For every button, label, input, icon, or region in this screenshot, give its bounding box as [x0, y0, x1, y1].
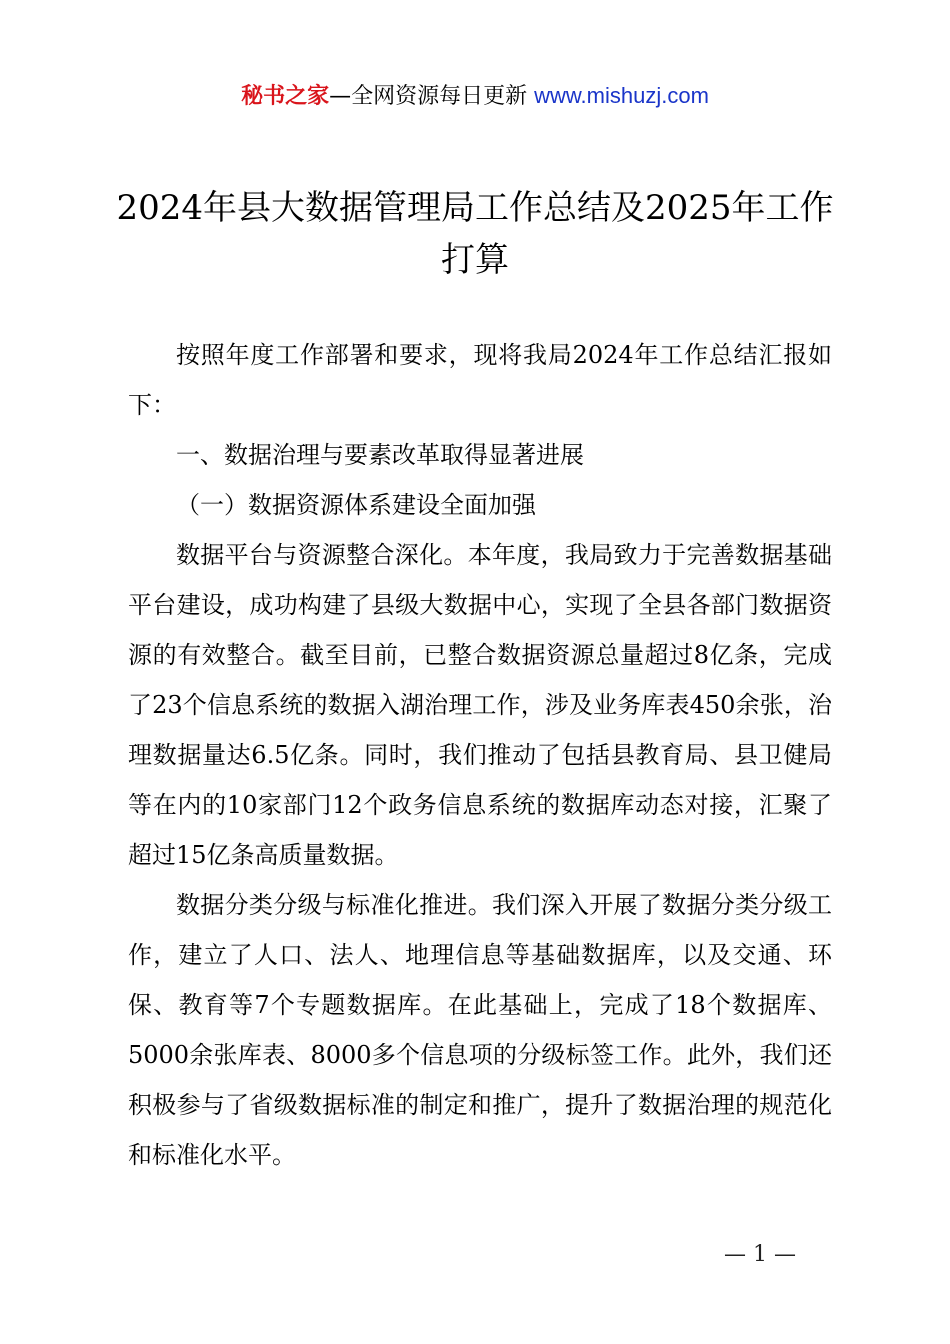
document-title: 2024年县大数据管理局工作总结及2025年工作打算	[116, 188, 834, 280]
intro-paragraph: 按照年度工作部署和要求，现将我局2024年工作总结汇报如下：	[128, 341, 832, 419]
body-paragraph: 数据平台与资源整合深化。本年度，我局致力于完善数据基础平台建设，成功构建了县级大数据中心，实现了全县各部门数据资源的有效整合。截至目前，已整合数据资源总量超过8亿条，完成了23个信息系统的数据入湖治理工作，涉及业务库表450余张，治理数据量达6.5亿条。同时，我们推动了包括县教育局、县卫健局等在内的10家部门12个政务信息系统的数据库动态对接，汇聚了超过15亿条高质量数据。	[128, 541, 832, 869]
brand-name: 秘书之家	[241, 84, 330, 109]
document-body	[128, 330, 832, 1180]
subsection-heading-1: （一）数据资源体系建设全面加强	[176, 491, 536, 519]
site-url-link[interactable]: www.mishuzj.com	[534, 83, 709, 108]
banner-slogan: —全网资源每日更新	[329, 84, 535, 109]
body-paragraph: 数据分类分级与标准化推进。我们深入开展了数据分类分级工作，建立了人口、法人、地理信息等基础数据库，以及交通、环保、教育等7个专题数据库。在此基础上，完成了18个数据库、5000余张库表、8000多个信息项的分级标签工作。此外，我们还积极参与了省级数据标准的制定和推广，提升了数据治理的规范化和标准化水平。	[128, 891, 832, 1169]
site-banner	[0, 80, 950, 113]
section-heading-1: 一、数据治理与要素改革取得显著进展	[176, 441, 584, 469]
page-number: — 1 —	[724, 1242, 796, 1267]
